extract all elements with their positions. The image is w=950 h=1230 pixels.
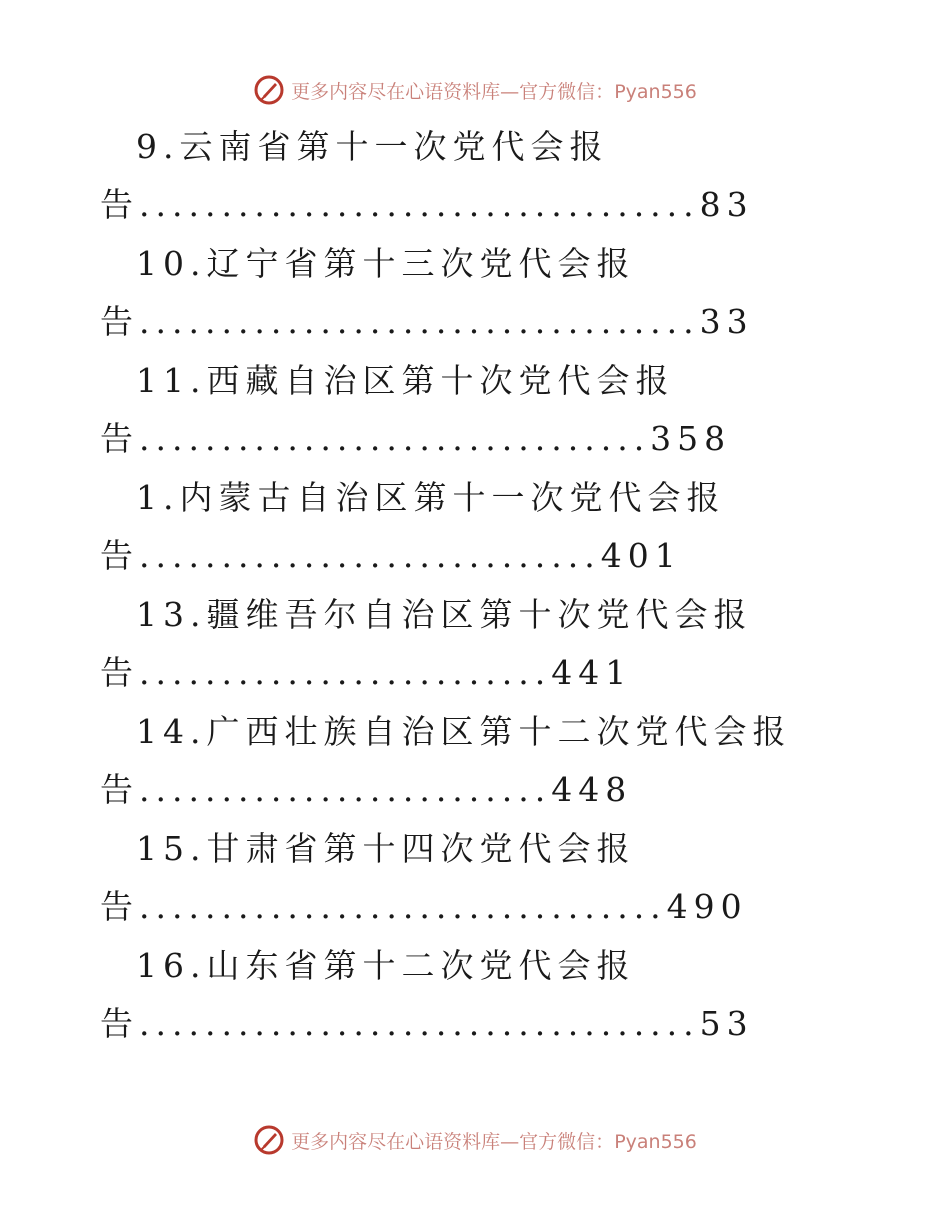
quill-circle-logo-icon	[253, 1124, 285, 1156]
toc-entry-page: 告................................490	[100, 887, 748, 926]
toc-entry-page: 告...............................358	[100, 419, 732, 458]
toc-entry-page: 告.........................448	[100, 770, 633, 809]
toc-entry-title: 11.西藏自治区第十次党代会报	[136, 361, 675, 400]
toc-entry-page: 告............................401	[100, 536, 682, 575]
watermark-text: 更多内容尽在心语资料库—官方微信：Pyan556	[291, 80, 697, 103]
toc-entry-page: 告.........................441	[100, 653, 633, 692]
toc-entry-title: 14.广西壮族自治区第十二次党代会报	[136, 712, 792, 751]
toc-entry-page: 告..................................33	[100, 302, 754, 341]
toc-entry-page: 告..................................83	[100, 185, 754, 224]
toc-entry-title: 16.山东省第十二次党代会报	[136, 946, 636, 985]
watermark-text: 更多内容尽在心语资料库—官方微信：Pyan556	[291, 1130, 697, 1153]
toc-entry-title: 10.辽宁省第十三次党代会报	[136, 244, 636, 283]
toc-entry-title: 9.云南省第十一次党代会报	[136, 127, 609, 166]
toc-entry-page: 告..................................53	[100, 1004, 754, 1043]
footer-watermark	[0, 1120, 950, 1160]
toc-entry-title: 13.疆维吾尔自治区第十次党代会报	[136, 595, 753, 634]
toc-entry-title: 1.内蒙古自治区第十一次党代会报	[136, 478, 726, 517]
toc-entry-title: 15.甘肃省第十四次党代会报	[136, 829, 636, 868]
